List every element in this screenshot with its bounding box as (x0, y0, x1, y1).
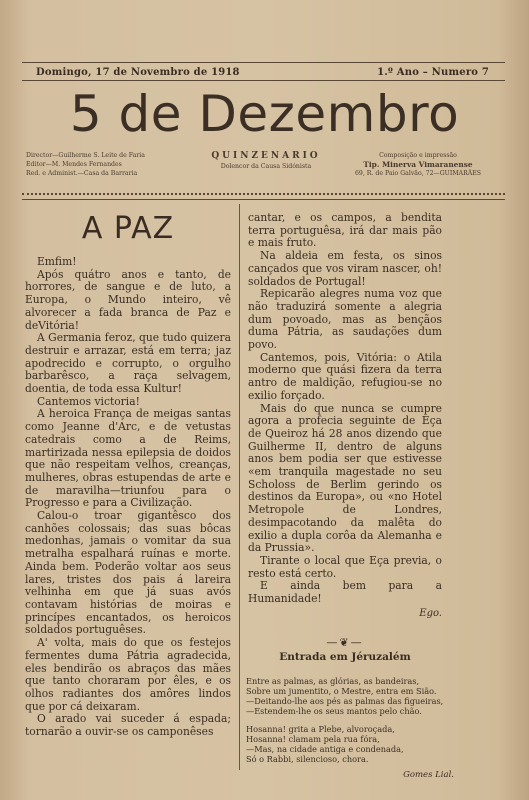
poem-line: Hosanna! grita a Plebe, alvoroçada, (246, 723, 395, 734)
top-rule (22, 62, 505, 63)
dateline-rule (22, 80, 505, 81)
composition-line: Composição e impressão (379, 152, 457, 159)
paragraph: A' volta, mais do que os festejos fermentes duma Pátria agradecida, eles bendirão os abraços das mães que tanto choraram por êles, e os olhos radiantes dos amôres lindos que por cá deixaram. (25, 636, 231, 713)
article-signature: Ego. (419, 607, 442, 619)
paragraph: Mais do que nunca se cumpre agora a profecia seguinte de Eça de Queiroz há 28 anos dizendo que Guilherme II, dentro de alguns anos bem podia ser que estivesse «em tranquila magestade no seu Scholoss de Berlim gerindo os destinos da Europa», ou «no Hotel Metropole de Londres, desimpacotando da malêta do exilio a dupla corôa da Alemanha e da Prussia». (248, 401, 442, 555)
paragraph: Após quátro anos e tanto, de horrores, de sangue e de luto, a Europa, o Mundo inteiro, vê alvorecer a fada branca de Paz e deVitória! (25, 267, 231, 332)
printer-block (333, 151, 503, 178)
owner-line: Dolencor da Causa Sidónista (220, 163, 312, 170)
column-divider (239, 204, 240, 770)
header-dotted-rule (22, 193, 505, 195)
paragraph: cantar, e os campos, a bendita terra portuguêsa, irá dar mais pão e mais fruto. (248, 211, 442, 250)
poem-line: —Estendem-lhe os seus mantos pelo chão. (246, 705, 422, 716)
ornament-divider: —❦— (326, 635, 364, 649)
poem-line: Entre as palmas, as glórias, as bandeiras, (246, 675, 420, 686)
issue-date: Domingo, 17 de Novembro de 1918 (36, 67, 240, 78)
poem (246, 675, 454, 780)
issue-number: 1.º Ano – Numero 7 (377, 67, 489, 78)
printer-name: Tip. Minerva Vimaranense (363, 160, 473, 169)
paragraph: Na aldeia em festa, os sinos cançados que vos viram nascer, oh! soldados de Portugal! (248, 249, 442, 288)
poem-line: Só o Rabbi, silencioso, chora. (246, 753, 369, 764)
paragraph: Emfim! (37, 255, 77, 268)
director-line: Director—Guilherme S. Leite de Faria (26, 152, 145, 159)
poem-line: Sobre um jumentito, o Mestre, entra em Sião. (246, 685, 437, 696)
paragraph: Tirante o local que Eça previa, o resto está certo. (248, 553, 442, 580)
printer-address: 69, R. de Paio Galvão, 72—GUIMARÃES (354, 170, 482, 177)
poem-stanza (246, 676, 446, 716)
poem-stanza (246, 724, 446, 764)
periodicity-label: QUINZENARIO (211, 151, 321, 161)
paragraph: Cantemos victoria! (37, 394, 140, 408)
article-left-column (25, 212, 231, 739)
header-bottom-rule (22, 199, 505, 200)
paragraph: Cantemos, pois, Vitória: o Atila moderno que quási fizera da terra antro de maldição, refugiou-se no exilio forçado. (248, 350, 442, 402)
periodicity-block (186, 151, 346, 171)
poem-signature: Gomes Lial. (403, 769, 454, 780)
paragraph: Calou-o troar gigantêsco dos canhões colossais; das suas bôcas medonhas, jamais o vomitar da sua metralha espalhará ruínas e morte. Ainda bem. Poderão voltar aos seus lares, tristes dos pais á lareira velhinha em que já suas avós contavam histórias de moiras e princípes encantados, os heroicos soldados portuguêses. (25, 509, 231, 637)
poem-line: Hosanna! clamam pela rua fóra, (246, 733, 380, 744)
poem-line: —Mas, na cidade antiga e condenada, (246, 743, 404, 754)
editor-line: Editor—M. Mendes Fernandes (26, 161, 122, 168)
poem-line: —Deitando-lhe aos pés as palmas das figueiras, (246, 695, 444, 706)
masthead-title: 5 de Dezembro (69, 85, 460, 143)
article-right-column (246, 211, 454, 780)
paragraph: O arado vai suceder á espada; tornarão a ouvir-se os camponêses (25, 712, 231, 739)
paragraph: A heroica França de meigas santas como Jeanne d'Arc, e de vetustas catedrais como a de Reims, martirizada nessa epilepsia de doidos que não respeitam velhos, creanças, mulheres, obras estupendas de arte e de maravilha—triunfou para o Progresso e para a Civilização. (25, 407, 231, 510)
paragraph: E ainda bem para a Humanidade! (248, 579, 442, 606)
article-title: A PAZ (81, 211, 175, 246)
dateline (36, 67, 489, 78)
staff-block (26, 151, 176, 178)
publication-info (26, 151, 503, 189)
admin-line: Red. e Administ.—Casa da Barraria (26, 170, 138, 177)
paragraph: Repicarão alegres numa voz que não traduzirá somente a alegria dum povoado, mas as bençãos duma Pátria, as saudações dum povo. (248, 287, 442, 352)
paragraph: A Germania feroz, que tudo quizera destruir e arrazar, está em terra; jaz apodrecido e corrupto, o orgulho barbarêsco, a raça selvagem, doentia, de toda essa Kultur! (25, 331, 231, 396)
poem-title: Entrada em Jéruzalém (279, 651, 411, 664)
